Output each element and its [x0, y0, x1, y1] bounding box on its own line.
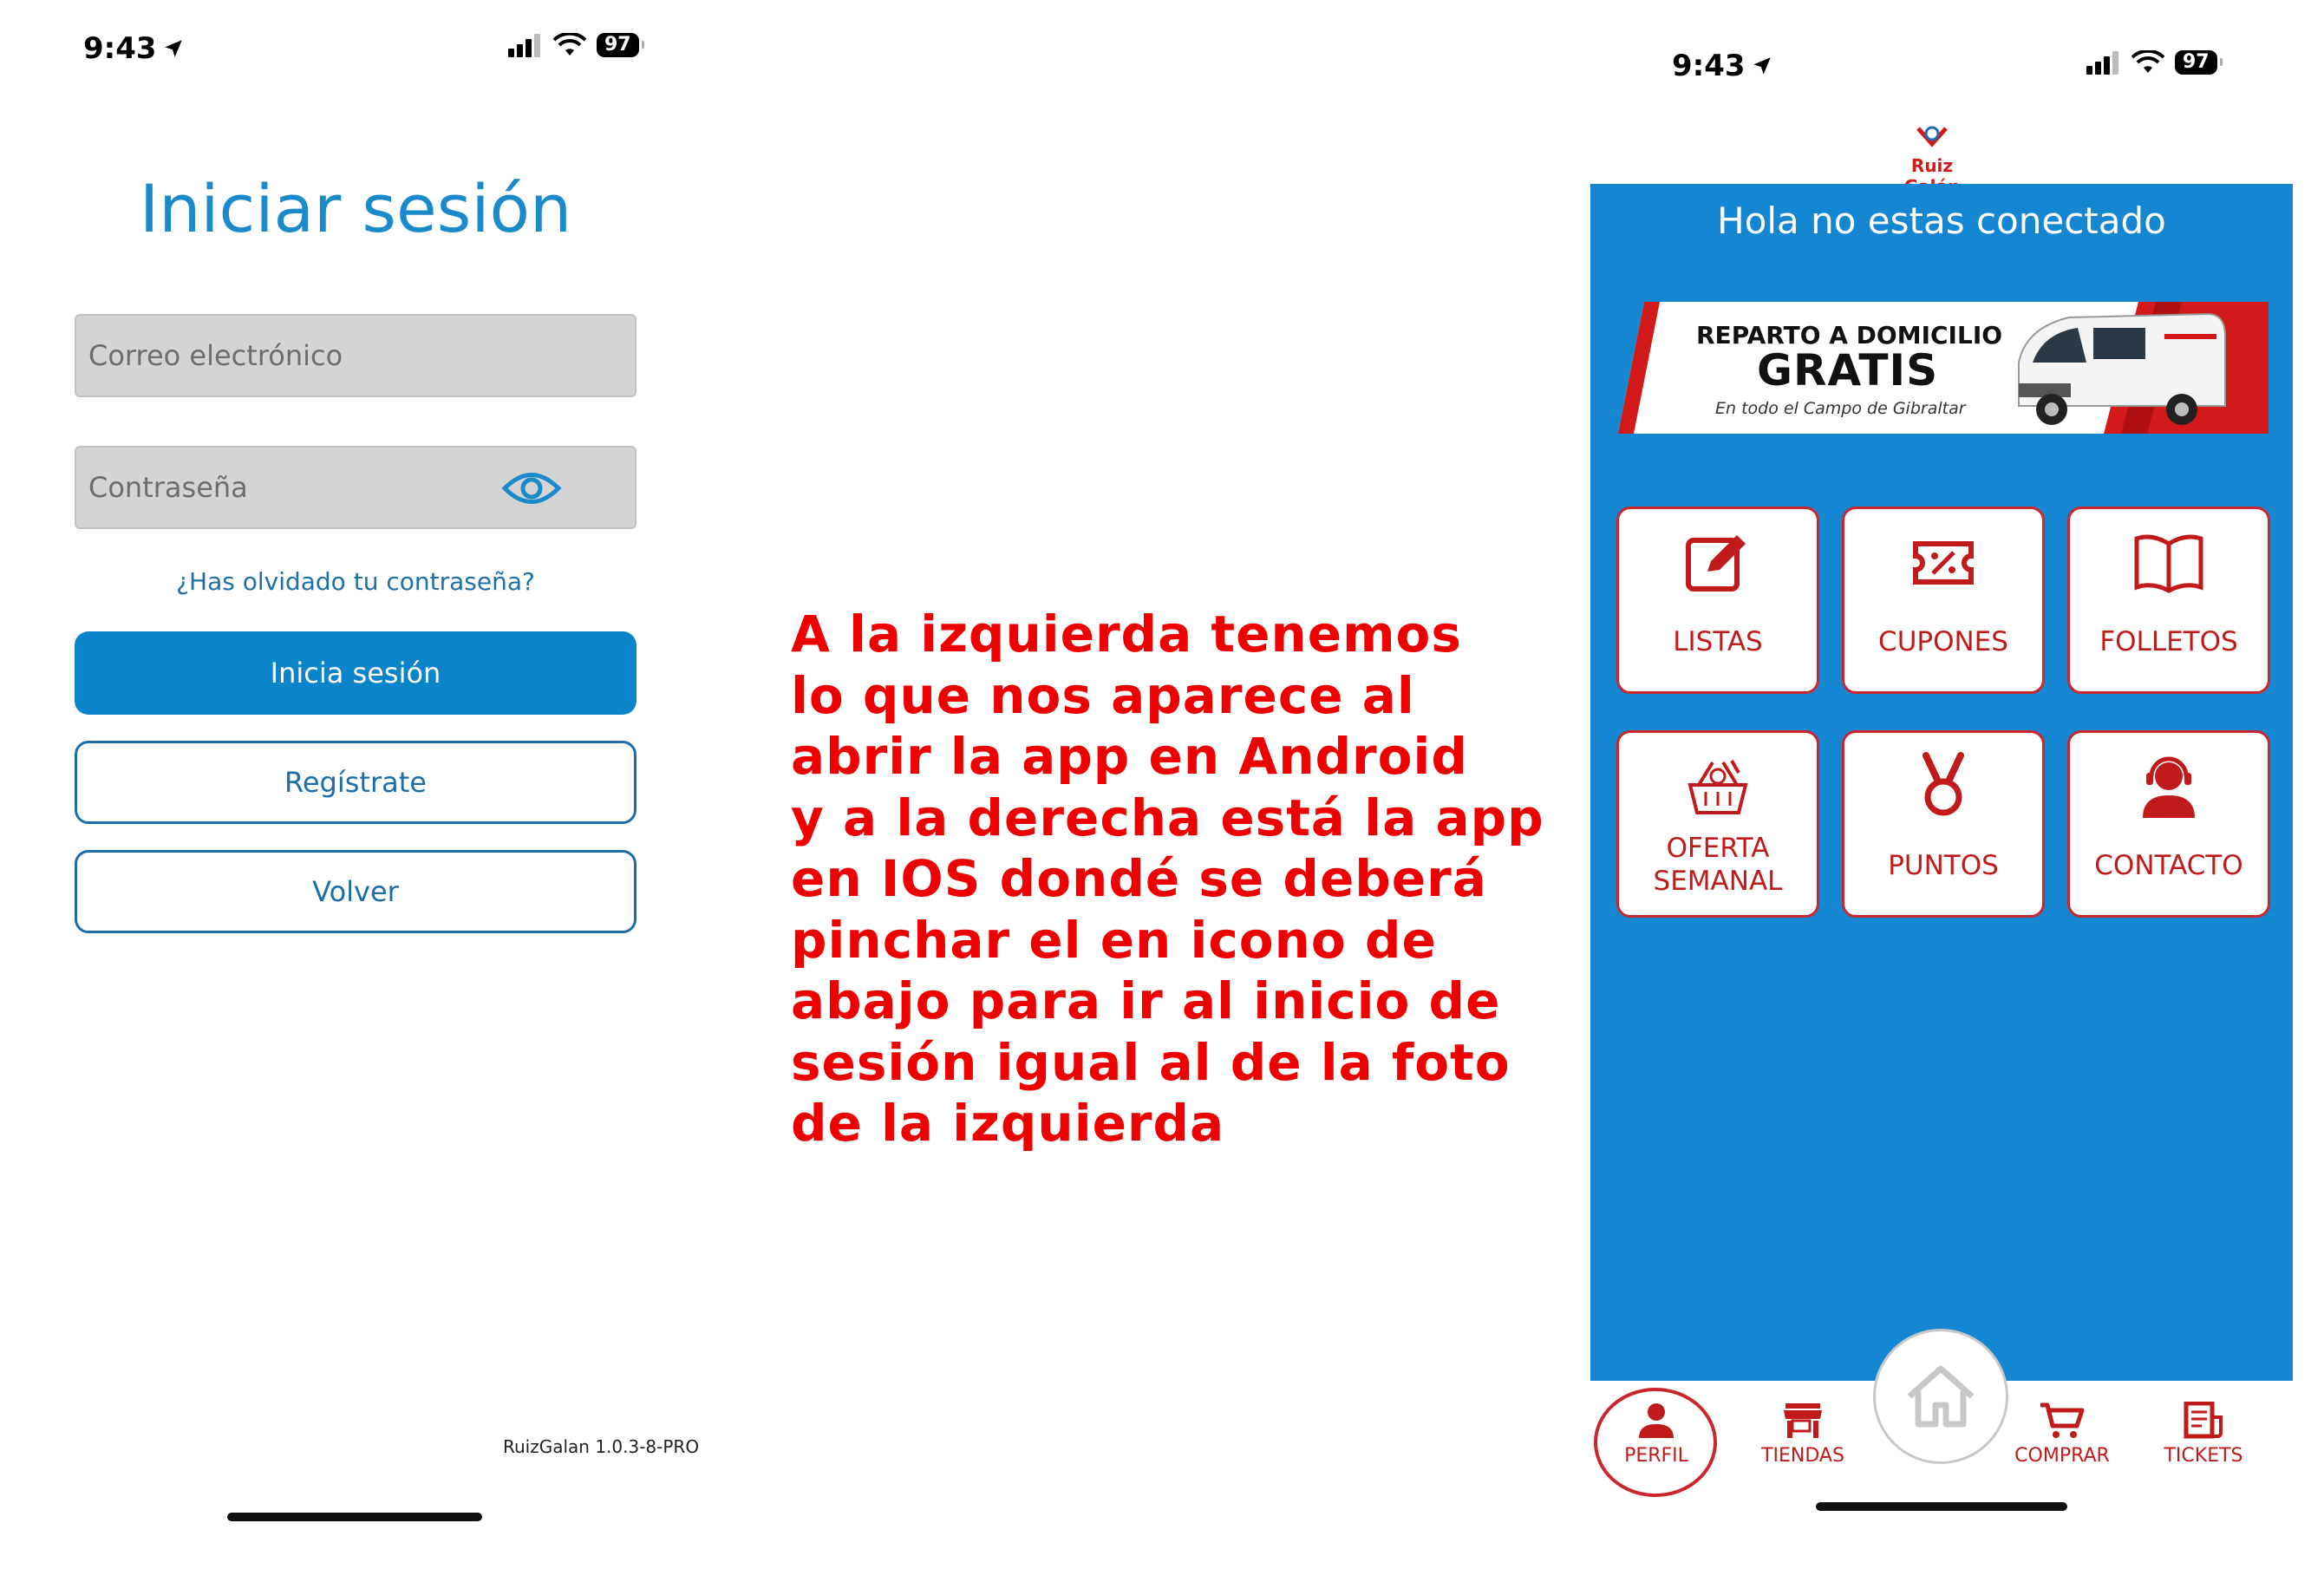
- greeting-text: Hola no estas conectado: [1717, 199, 2166, 242]
- tile-label: FOLLETOS: [2099, 626, 2238, 657]
- tile-listas[interactable]: [1616, 507, 1819, 694]
- status-time: 9:43: [83, 31, 185, 66]
- home-indicator[interactable]: [227, 1513, 482, 1521]
- annotation-line: y a la derecha está la app: [791, 788, 1544, 847]
- annotation-line: lo que nos aparece al: [791, 665, 1415, 725]
- password-placeholder: Contraseña: [88, 471, 248, 504]
- forgot-password-link[interactable]: ¿Has olvidado tu contraseña?: [176, 567, 535, 596]
- page-title: Iniciar sesión: [139, 170, 572, 247]
- tile-label: PUNTOS: [1888, 850, 1999, 881]
- open-book-icon: [2131, 528, 2206, 598]
- banner-line2: GRATIS: [1757, 345, 1939, 396]
- wifi-icon: [553, 33, 586, 57]
- banner-line1: REPARTO A DOMICILIO: [1696, 321, 2003, 350]
- eye-icon[interactable]: [501, 467, 562, 510]
- tile-cupones[interactable]: [1842, 507, 2045, 694]
- cellular-signal-icon: [508, 33, 543, 57]
- logo-icon: [1913, 123, 1951, 151]
- email-placeholder: Correo electrónico: [88, 339, 343, 372]
- store-icon: [1782, 1402, 1824, 1440]
- tile-label: CONTACTO: [2094, 850, 2243, 881]
- tab-label: PERFIL: [1624, 1445, 1688, 1467]
- banner-line3: En todo el Campo de Gibraltar: [1715, 399, 1966, 418]
- location-arrow-icon: [162, 37, 185, 60]
- basket-icon: [1683, 752, 1753, 821]
- home-button[interactable]: [1873, 1329, 2008, 1464]
- tab-label: TICKETS: [2164, 1445, 2243, 1467]
- password-field[interactable]: [75, 446, 636, 529]
- home-icon: [1904, 1363, 1977, 1429]
- annotation-line: en IOS dondé se deberá: [791, 849, 1487, 908]
- annotation-line: pinchar el en icono de: [791, 910, 1437, 970]
- register-button[interactable]: Regístrate: [75, 741, 636, 824]
- medal-icon: [1909, 752, 1978, 821]
- tile-label-line2: SEMANAL: [1653, 866, 1783, 897]
- home-indicator[interactable]: [1816, 1502, 2067, 1511]
- cellular-signal-icon: [2086, 50, 2121, 75]
- wifi-icon: [2131, 50, 2164, 75]
- annotation-line: abajo para ir al inicio de: [791, 971, 1501, 1030]
- annotation-line: A la izquierda tenemos: [791, 605, 1462, 664]
- pencil-square-icon: [1683, 528, 1753, 598]
- tab-tiendas[interactable]: [1755, 1402, 1851, 1467]
- tab-comprar[interactable]: [2010, 1402, 2114, 1467]
- annotation-line: abrir la app en Android: [791, 727, 1468, 786]
- status-time: 9:43: [1672, 49, 1773, 83]
- right-status-bar: [1672, 47, 2244, 85]
- tab-tickets[interactable]: [2156, 1402, 2251, 1467]
- logo-text: Ruiz: [1910, 155, 1954, 176]
- annotation-line: sesión igual al de la foto: [791, 1032, 1511, 1092]
- tile-label: LISTAS: [1673, 626, 1763, 657]
- location-arrow-icon: [1751, 55, 1773, 77]
- cart-icon: [2039, 1402, 2086, 1440]
- tile-contacto[interactable]: [2067, 730, 2270, 918]
- email-field[interactable]: [75, 314, 636, 397]
- coupon-icon: [1909, 528, 1978, 598]
- tab-label: COMPRAR: [2014, 1445, 2110, 1467]
- tile-label: CUPONES: [1878, 626, 2008, 657]
- support-agent-icon: [2134, 752, 2203, 821]
- tile-label-line1: OFERTA: [1666, 833, 1770, 864]
- back-button[interactable]: Volver: [75, 850, 636, 933]
- tab-perfil[interactable]: [1620, 1402, 1693, 1467]
- battery-indicator: 97: [597, 33, 639, 57]
- login-button[interactable]: Inicia sesión: [75, 631, 636, 715]
- user-icon: [1635, 1402, 1677, 1440]
- battery-indicator: 97: [2175, 50, 2217, 75]
- promo-banner[interactable]: [1618, 302, 2269, 434]
- app-version: RuizGalan 1.0.3-8-PRO: [503, 1436, 700, 1457]
- tab-label: TIENDAS: [1761, 1445, 1844, 1467]
- receipt-icon: [2183, 1402, 2224, 1440]
- tile-oferta-semanal[interactable]: [1616, 730, 1819, 918]
- tile-folletos[interactable]: [2067, 507, 2270, 694]
- left-status-bar: [83, 29, 656, 68]
- tile-puntos[interactable]: [1842, 730, 2045, 918]
- annotation-line: de la izquierda: [791, 1094, 1225, 1153]
- annotation-text: [791, 604, 1554, 1154]
